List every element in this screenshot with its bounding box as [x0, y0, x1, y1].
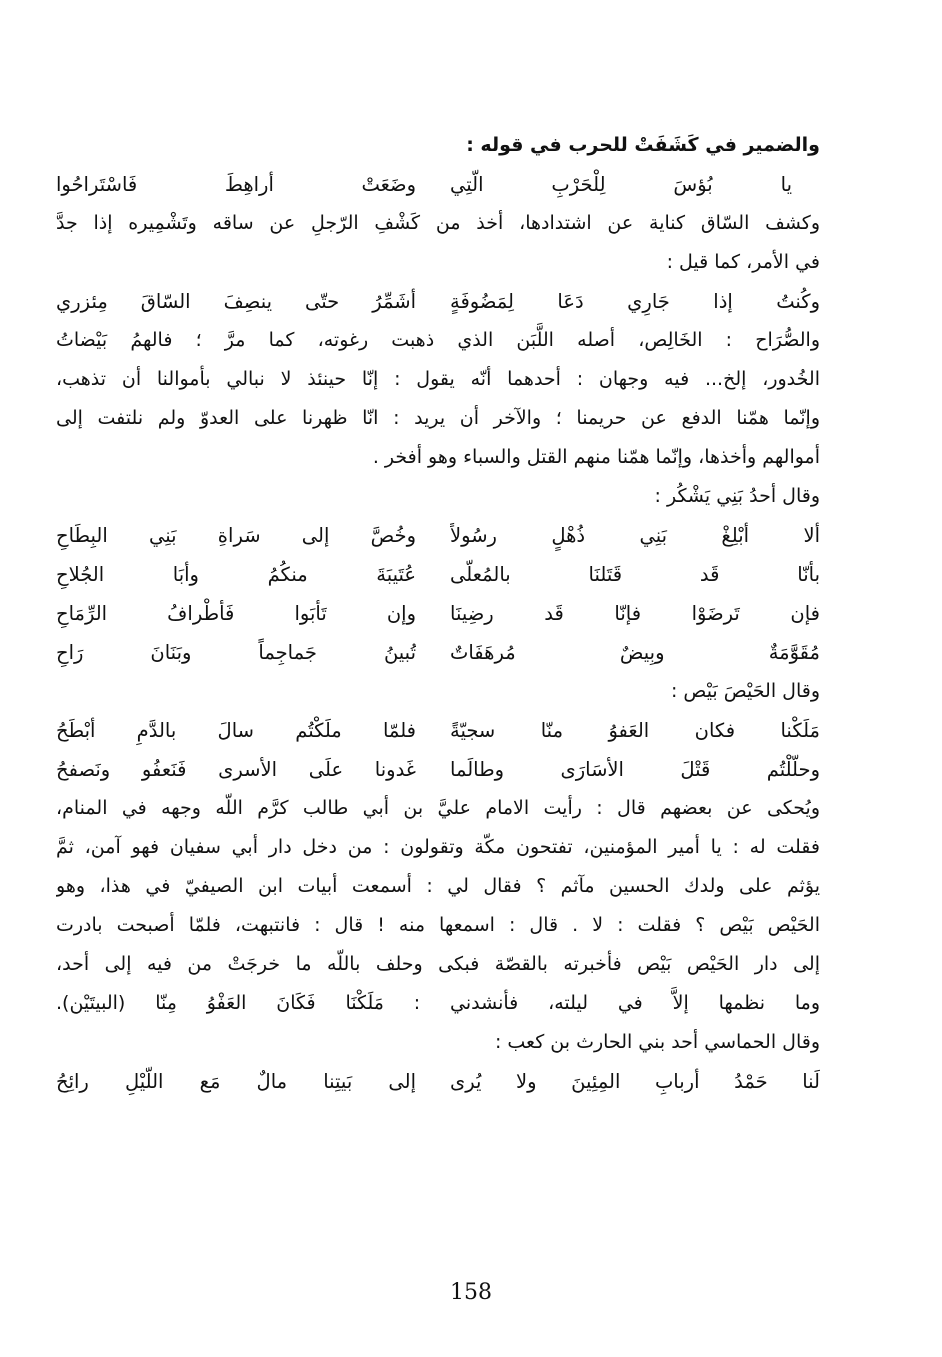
verse-line — [56, 711, 820, 750]
verse-first-hemistich: مُقَوَّمَةٌ وبِيضٌ مُرهَفَاتٌ — [450, 641, 820, 664]
prose-line: أموالهم وأخذها، وإنّما همّنا منهم القتل والسباء وهو أفخر . — [372, 446, 820, 468]
verse-second-hemistich: أشَمِّرُ حتّى ينصِفَ السّاقَ مِئزري — [56, 290, 416, 313]
prose-line: وقال الحَيْصَ بَيْص : — [670, 680, 820, 702]
prose-line: وكشف السّاق كناية عن اشتدادها، أخذ من كَشْفِ الرّجلِ عن ساقه وتَشْمِيره إذا جدَّ — [56, 212, 820, 234]
prose-line: ويُحكى عن بعضهم قال : رأيت الامام عليَّ بن أبي طالب كرَّم اللّه وجهه في المنام، — [56, 797, 820, 819]
verse-first-hemistich: مَلَكْنا فكان العَفوُ منّا سجيّةً — [450, 719, 820, 742]
verse-line — [56, 594, 820, 633]
verse-first-hemistich: وكُنتُ إذا جَارِي دَعَا لِمَضُوفَةٍ — [450, 290, 820, 313]
verse-line — [56, 750, 820, 789]
prose-line: الحَيْص بَيْص ؟ فقلت : لا . قال : اسمعها منه ! قال : فانتبهت، فلمّا أصبحت بادرت — [56, 914, 820, 936]
page-number: 158 — [450, 1280, 492, 1305]
prose-line: إلى دار الحَيْص بَيْص فأخبرته بالقصّة فبكى وحلف باللّه ما خرجَتْ من فيه إلى أحد، — [56, 953, 820, 975]
verse-second-hemistich: وإن تَأبَوا فَأطْرافُ الرِّمَاحِ — [56, 602, 416, 625]
verse-first-hemistich: لَنا حَمْدُ أربابِ المِئِينَ ولا يُرى — [450, 1070, 820, 1093]
verse-first-hemistich: فإن تَرضَوْا فإنّا قَد رضِينَا — [450, 602, 820, 625]
prose-line: فقلت له : يا أمير المؤمنين، تفتحون مكّة وتقولون : من دخل دار أبي سفيان فهو آمن، ثمَّ — [56, 836, 820, 858]
verse-line — [56, 633, 820, 672]
verse-first-hemistich: بأنّا قَد قَتَلنَا بالمُعلّى — [450, 563, 820, 586]
verse-second-hemistich: غَدونا علَى الأسرى فَنَعفُو ونَصفحُ — [56, 758, 416, 781]
verse-first-hemistich: يا بُؤسَ لِلْحَرْبِ الّتِي — [450, 173, 792, 196]
verse-line — [56, 555, 820, 594]
verse-second-hemistich: تُبينُ جَماجِماً وبَنَانَ رَاحِ — [56, 641, 416, 664]
verse-line — [56, 516, 820, 555]
verse-line — [56, 1062, 820, 1101]
verse-second-hemistich: عُتَيبَةَ منكُمُ وأبَا الجُلاحِ — [56, 563, 416, 586]
prose-line: والضمير في كَشَفَتْ للحرب في قوله : — [466, 134, 820, 156]
page-body — [56, 126, 820, 1101]
verse-second-hemistich: فلمّا ملَكْتُم سالَ بالدَّمِ أبْطَحُ — [56, 719, 416, 742]
verse-second-hemistich: وخُصَّ إلى سَراةِ بَنِي البِطَاحِ — [56, 524, 416, 547]
prose-line: وإنّما همّنا الدفع عن حريمنا ؛ والآخر أن يريد : انّا ظهرنا على العدوّ ولم نلتفت إلى — [56, 407, 820, 429]
verse-line — [56, 165, 820, 204]
verse-second-hemistich: إلى بَيتِنا مالٌ مَع اللّيْلِ رائِحُ — [56, 1070, 416, 1093]
prose-line: يؤثم على ولدك الحسين مآثم ؟ فقال لي : أسمعت أبيات ابن الصيفيّ في هذا، وهو — [56, 875, 820, 897]
verse-line — [56, 282, 820, 321]
prose-line: والصُّرَاح : الخَالِص، أصله اللَّبَن الذي ذهبت رغوته، كما مرَّ ؛ فالهمُ بَيْضاتُ — [56, 329, 820, 351]
prose-line: وقال أحدُ بَنِي يَشْكُر : — [654, 485, 820, 507]
prose-line: وقال الحماسي أحد بني الحارث بن كعب : — [494, 1031, 820, 1053]
verse-first-hemistich: وحلّلْتُم قَتْلَ الأسَارَى وطالَما — [450, 758, 820, 781]
verse-second-hemistich: وضَعَتْ أراهِطَ فَاسْتَراحُوا — [56, 173, 416, 196]
verse-first-hemistich: ألا أبْلِغْ بَنِي ذُهْلٍ رسُولاً — [450, 524, 820, 547]
prose-line: الخُدور، إلخ... فيه وجهان : أحدهما أنّه يقول : إنّا حينئذ لا نبالي بأموالنا أن تذهب، — [56, 368, 820, 390]
prose-line: وما نظمها إلاَّ في ليلته، فأنشدني : مَلَكْنَا فَكَانَ العَفْوُ مِنّا (البيتَيْن). — [56, 992, 820, 1014]
prose-line: في الأمر، كما قيل : — [666, 251, 820, 273]
